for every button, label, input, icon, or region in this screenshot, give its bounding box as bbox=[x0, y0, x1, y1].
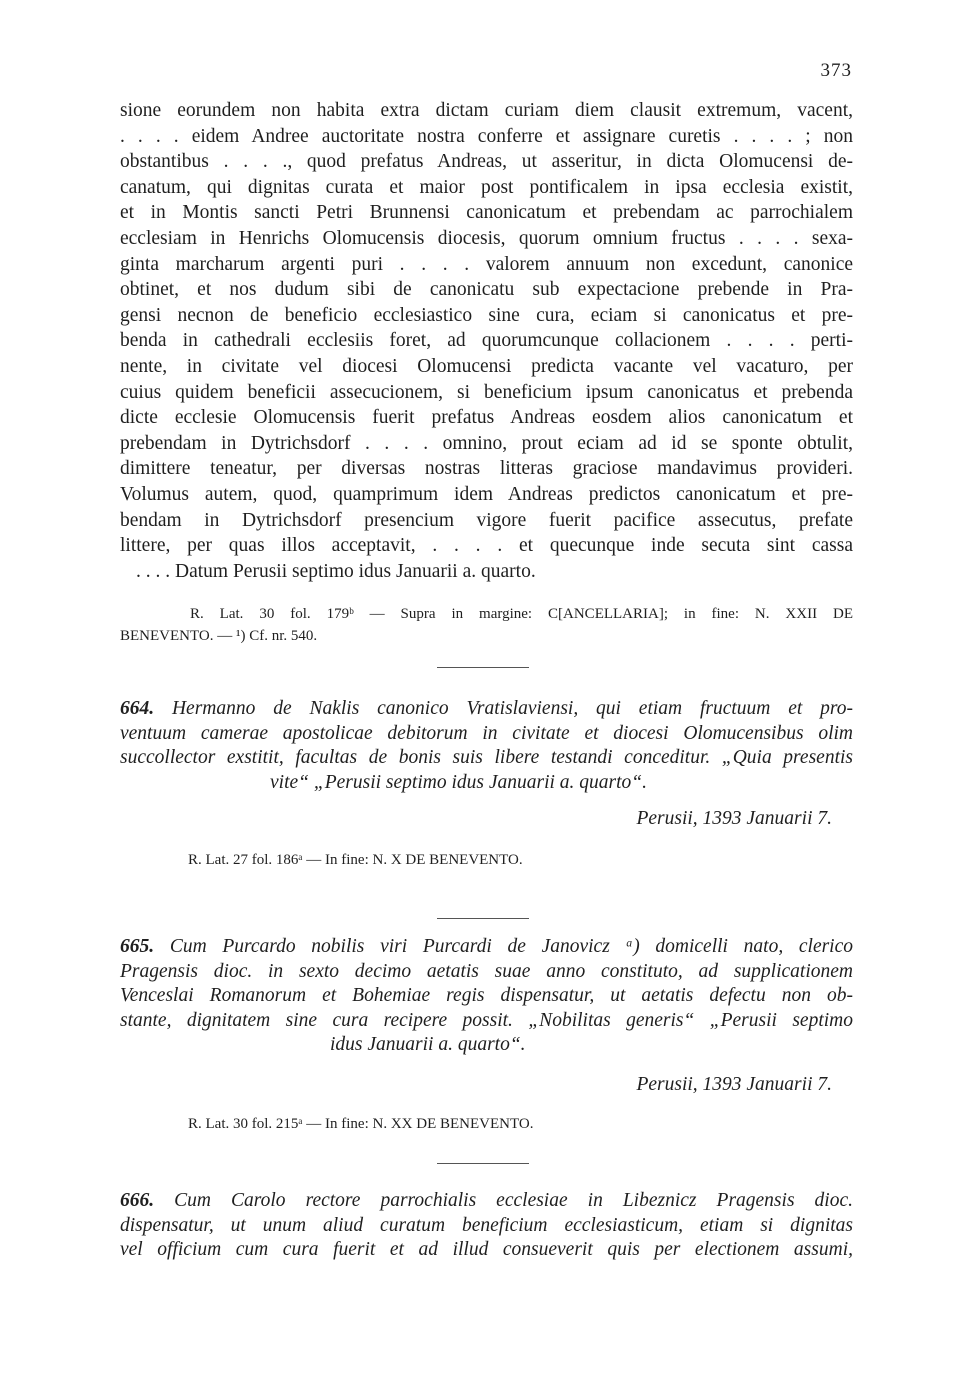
text-line: obtinet, et nos dudum sibi de canonicatu sub expectacione prebende in Pra- bbox=[120, 279, 853, 301]
text-line: ecclesiam in Henrichs Olomucensis diocesis, quorum omnium fructus . . . . sexa- bbox=[120, 227, 853, 249]
text-line: . . . . Datum Perusii septimo idus Januarii a. quarto. bbox=[136, 560, 536, 582]
entry-number: 664. bbox=[120, 698, 155, 719]
entry-line: 666. Cum Carolo rectore parrochialis ecclesiae in Libeznicz Pragensis dioc. bbox=[120, 1190, 853, 1211]
footnote-664: R. Lat. 27 fol. 186ᵃ — In fine: N. X DE BENEVENTO. bbox=[188, 852, 523, 868]
entry-line: stante, dignitatem sine cura recipere possit. „Nobilitas generis“ „Perusii septimo bbox=[120, 1009, 853, 1031]
divider bbox=[437, 1163, 529, 1164]
text-line: canatum, qui dignitas curata et maior post pontificalem in ipsa ecclesia existit, bbox=[120, 176, 853, 198]
footnote-665: R. Lat. 30 fol. 215ᵃ — In fine: N. XX DE BENEVENTO. bbox=[188, 1116, 534, 1132]
entry-line: vite“ „Perusii septimo idus Januarii a. quarto“. bbox=[270, 771, 648, 793]
text-line: nente, in civitate vel diocesi Olomucensi predicta vacante vel vacaturo, per bbox=[120, 355, 853, 377]
entry-line: vel officium cum cura fuerit et ad illud consueverit quis per electionem assumi, bbox=[120, 1239, 853, 1260]
text-line: bendam in Dytrichsdorf presencium vigore fuerit pacifice assecutus, prefate bbox=[120, 509, 853, 531]
entry-line: 664. Hermanno de Naklis canonico Vratislaviensi, qui etiam fructuum et pro- bbox=[120, 698, 853, 719]
dateline: Perusii, 1393 Januarii 7. bbox=[636, 808, 832, 829]
footnote-line: R. Lat. 30 fol. 179ᵇ — Supra in margine: C[ANCELLARIA]; in fine: N. XXII DE bbox=[190, 606, 853, 622]
page-number: 373 bbox=[820, 60, 852, 81]
divider bbox=[437, 918, 529, 919]
footnote-663 bbox=[120, 603, 853, 647]
text-line: cuius quidem beneficii assecucionem, si beneficium ipsum canonicatus et prebenda bbox=[120, 381, 853, 403]
text-line: Volumus autem, quod, quamprimum idem Andreas predictos canonicatum et pre- bbox=[120, 483, 853, 505]
entry-line: idus Januarii a. quarto“. bbox=[330, 1034, 526, 1055]
footnote-line: BENEVENTO. — ¹) Cf. nr. 540. bbox=[120, 628, 318, 644]
entry-number: 665. bbox=[120, 936, 155, 957]
text-line: dimittere teneatur, per diversas nostras litteras graciose mandavimus provideri. bbox=[120, 458, 853, 480]
text-line: dicte ecclesie Olomucensis fuerit prefatus Andreas eosdem alios canonicatum et bbox=[120, 407, 853, 429]
divider bbox=[437, 667, 529, 668]
text-line: sione eorundem non habita extra dictam curiam diem clausit extremum, vacent, bbox=[120, 100, 853, 121]
entry-line: Pragensis dioc. in sexto decimo aetatis suae anno constituto, ad supplicationem bbox=[120, 960, 853, 982]
text-line: littere, per quas illos acceptavit, . . . . et quecunque inde secuta sint cassa bbox=[120, 535, 853, 557]
entry-line: Venceslai Romanorum et Bohemiae regis dispensatur, ut aetatis defectu non ob- bbox=[120, 985, 853, 1006]
text-line: et in Montis sancti Petri Brunnensi canonicatum et prebendam ac parrochialem bbox=[120, 202, 853, 224]
text-line: gensi necnon de beneficio ecclesiastico sine cura, eciam si canonicatus et pre- bbox=[120, 304, 853, 326]
text-line: obstantibus . . . ., quod prefatus Andreas, ut asseritur, in dicta Olomucensi de- bbox=[120, 151, 853, 173]
text-line: prebendam in Dytrichsdorf . . . . omnino, prout eciam ad id se sponte obtulit, bbox=[120, 432, 853, 454]
entry-665 bbox=[120, 935, 853, 1058]
text-line: benda in cathedrali ecclesiis foret, ad quorumcunque collacionem . . . . perti- bbox=[120, 330, 853, 352]
entry-number: 666. bbox=[120, 1190, 155, 1211]
entry-line: succollector exstitit, facultas de bonis suis libere testandi conceditur. „Quia presentis bbox=[120, 747, 853, 768]
text-line: ginta marcharum argenti puri . . . . valorem annuum non excedunt, canonice bbox=[120, 253, 853, 275]
entry-line: ventuum camerae apostolicae debitorum in civitate et diocesi Olomucensibus olim bbox=[120, 722, 853, 744]
entry-666 bbox=[120, 1189, 853, 1263]
entry-line: 665. Cum Purcardo nobilis viri Purcardi de Janovicz ᵃ) domicelli nato, clerico bbox=[120, 936, 854, 957]
entry-line: dispensatur, ut unum aliud curatum beneficium ecclesiasticum, etiam si dignitas bbox=[120, 1214, 853, 1236]
text-line: . . . . eidem Andree auctoritate nostra conferre et assignare curetis . . . . ; non bbox=[120, 125, 853, 147]
entry-664 bbox=[120, 697, 853, 795]
main-text bbox=[120, 98, 853, 584]
dateline: Perusii, 1393 Januarii 7. bbox=[636, 1074, 832, 1095]
